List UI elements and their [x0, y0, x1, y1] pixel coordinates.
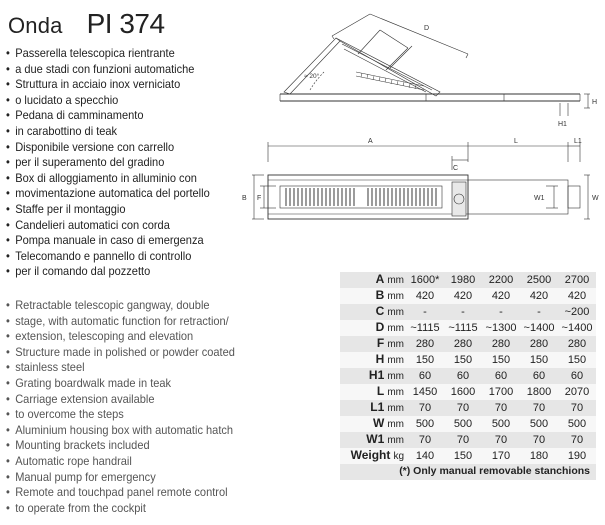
- spec-unit: mm: [387, 435, 404, 446]
- table-row: [340, 384, 596, 400]
- spec-value: 70: [520, 432, 558, 448]
- feature-item: • Automatic rope handrail: [6, 454, 254, 470]
- feature-item: • extension, telescoping and elevation: [6, 329, 254, 345]
- spec-unit: mm: [387, 339, 404, 350]
- feature-item: • Manual pump for emergency: [6, 470, 254, 486]
- feature-item: • a due stadi con funzioni automatiche: [6, 62, 245, 78]
- spec-value: 70: [558, 400, 596, 416]
- spec-value: 150: [444, 448, 482, 464]
- spec-value: 150: [444, 352, 482, 368]
- spec-value: 500: [558, 416, 596, 432]
- spec-value: 70: [558, 432, 596, 448]
- spec-label: H: [375, 352, 385, 366]
- table-row: [340, 352, 596, 368]
- dim-w1-label: W1: [534, 195, 545, 202]
- spec-value: 1600*: [406, 272, 444, 288]
- feature-item: • Telecomando e pannello di controllo: [6, 249, 245, 265]
- spec-value: 140: [406, 448, 444, 464]
- spec-unit: mm: [387, 355, 404, 366]
- feature-item: • to overcome the steps: [6, 407, 254, 423]
- table-row: [340, 400, 596, 416]
- feature-item: • Staffe per il montaggio: [6, 202, 245, 218]
- spec-value: 280: [558, 336, 596, 352]
- spec-value: 150: [482, 352, 520, 368]
- plan-view: [252, 142, 590, 219]
- spec-value: 280: [406, 336, 444, 352]
- spec-label: W1: [366, 432, 385, 446]
- product-title: [8, 8, 165, 38]
- spec-unit: kg: [393, 451, 404, 462]
- spec-value: 1800: [520, 384, 558, 400]
- spec-unit: mm: [387, 323, 404, 334]
- spec-value: 500: [482, 416, 520, 432]
- spec-value: 70: [444, 432, 482, 448]
- dim-l1-label: L1: [574, 138, 582, 145]
- table-row: [340, 272, 596, 288]
- model-name: PI 374: [86, 8, 165, 39]
- table-row: [340, 368, 596, 384]
- side-view: [280, 14, 590, 116]
- spec-value: 150: [520, 352, 558, 368]
- spec-label: A: [375, 272, 385, 286]
- spec-value: 1700: [482, 384, 520, 400]
- table-row: [340, 464, 596, 480]
- spec-value: 2700: [558, 272, 596, 288]
- spec-value: 60: [444, 368, 482, 384]
- dim-d-label: D: [424, 25, 430, 32]
- spec-value: 500: [406, 416, 444, 432]
- spec-value: ~1400: [520, 320, 558, 336]
- dim-b-label: B: [242, 195, 247, 202]
- dim-a-label: A: [368, 138, 373, 145]
- feature-item: • Pedana di camminamento: [6, 108, 245, 124]
- spec-value: 420: [520, 288, 558, 304]
- spec-unit: mm: [387, 291, 404, 302]
- table-row: [340, 336, 596, 352]
- spec-value: 70: [406, 432, 444, 448]
- spec-unit: mm: [387, 275, 404, 286]
- feature-item: • stage, with automatic function for retraction/: [6, 314, 254, 330]
- dim-w-label: W: [592, 195, 599, 202]
- technical-drawing: [240, 10, 605, 240]
- table-row: [340, 320, 596, 336]
- spec-label: H1: [368, 368, 385, 382]
- feature-item: • per il superamento del gradino: [6, 155, 245, 171]
- spec-value: -: [444, 304, 482, 320]
- spec-value: 170: [482, 448, 520, 464]
- spec-value: 70: [444, 400, 482, 416]
- feature-item: • Disponibile versione con carrello: [6, 140, 245, 156]
- spec-value: -: [406, 304, 444, 320]
- feature-item: • Passerella telescopica rientrante: [6, 46, 245, 62]
- feature-item: • Box di alloggiamento in alluminio con: [6, 171, 245, 187]
- spec-value: -: [482, 304, 520, 320]
- dim-l-label: L: [514, 138, 518, 145]
- spec-value: 2500: [520, 272, 558, 288]
- spec-value: 60: [520, 368, 558, 384]
- feature-item: • Mounting brackets included: [6, 438, 254, 454]
- spec-label: W: [372, 416, 385, 430]
- spec-value: ~200: [558, 304, 596, 320]
- spec-value: ~1115: [406, 320, 444, 336]
- spec-value: 420: [444, 288, 482, 304]
- spec-value: 280: [444, 336, 482, 352]
- spec-value: 500: [520, 416, 558, 432]
- spec-value: ~1300: [482, 320, 520, 336]
- spec-value: 280: [520, 336, 558, 352]
- spec-label: B: [375, 288, 385, 302]
- spec-value: 70: [482, 432, 520, 448]
- spec-label: L: [376, 384, 385, 398]
- spec-label: Weight: [350, 448, 391, 462]
- feature-item: • Remote and touchpad panel remote control: [6, 485, 254, 501]
- spec-value: 420: [406, 288, 444, 304]
- spec-value: 2070: [558, 384, 596, 400]
- specifications-table: [340, 272, 596, 480]
- spec-value: 1600: [444, 384, 482, 400]
- spec-value: 70: [520, 400, 558, 416]
- spec-label: D: [375, 320, 385, 334]
- spec-value: 1450: [406, 384, 444, 400]
- dim-c-label: C: [453, 165, 459, 172]
- feature-item: • Retractable telescopic gangway, double: [6, 298, 254, 314]
- table-row: [340, 432, 596, 448]
- feature-item: • Carriage extension available: [6, 392, 254, 408]
- spec-value: 70: [482, 400, 520, 416]
- feature-item: • stainless steel: [6, 360, 254, 376]
- dim-f-label: F: [257, 195, 262, 202]
- feature-item: • Aluminium housing box with automatic hatch: [6, 423, 254, 439]
- feature-item: • o lucidato a specchio: [6, 93, 245, 109]
- feature-item: • Struttura in acciaio inox verniciato: [6, 77, 245, 93]
- spec-value: ~1400: [558, 320, 596, 336]
- spec-value: 70: [406, 400, 444, 416]
- spec-value: 60: [406, 368, 444, 384]
- spec-value: 60: [558, 368, 596, 384]
- spec-value: 180: [520, 448, 558, 464]
- table-row: [340, 416, 596, 432]
- spec-label: L1: [370, 400, 385, 414]
- spec-value: -: [520, 304, 558, 320]
- table-row: [340, 448, 596, 464]
- feature-item: • Structure made in polished or powder coated: [6, 345, 254, 361]
- spec-unit: mm: [387, 419, 404, 430]
- spec-unit: mm: [387, 307, 404, 318]
- feature-item: • Pompa manuale in caso di emergenza: [6, 233, 245, 249]
- spec-label: F: [376, 336, 385, 350]
- feature-item: • in carabottino di teak: [6, 124, 245, 140]
- brand-name: Onda: [8, 13, 63, 38]
- feature-item: • movimentazione automatica del portello: [6, 186, 245, 202]
- spec-value: 420: [482, 288, 520, 304]
- spec-value: ~1115: [444, 320, 482, 336]
- spec-value: 420: [558, 288, 596, 304]
- spec-unit: mm: [387, 371, 404, 382]
- spec-label: C: [375, 304, 385, 318]
- feature-list-english: [6, 298, 276, 516]
- feature-item: • Candelieri automatici con corda: [6, 218, 245, 234]
- feature-item: • to operate from the cockpit: [6, 501, 254, 517]
- spec-value: 60: [482, 368, 520, 384]
- spec-unit: mm: [387, 387, 404, 398]
- spec-value: 1980: [444, 272, 482, 288]
- dim-h-label: H: [592, 99, 598, 106]
- spec-value: 190: [558, 448, 596, 464]
- spec-value: 500: [444, 416, 482, 432]
- feature-item: • Grating boardwalk made in teak: [6, 376, 254, 392]
- feature-item: • per il comando dal pozzetto: [6, 264, 245, 280]
- feature-list-italian: [6, 46, 266, 280]
- spec-value: 150: [558, 352, 596, 368]
- spec-unit: mm: [387, 403, 404, 414]
- dim-h1-label: H1: [558, 121, 567, 128]
- table-row: [340, 304, 596, 320]
- spec-value: 280: [482, 336, 520, 352]
- spec-value: 2200: [482, 272, 520, 288]
- table-row: [340, 288, 596, 304]
- spec-value: 150: [406, 352, 444, 368]
- spec-note: (*) Only manual removable stanchions: [340, 464, 596, 480]
- angle-label: ≈ 20°: [304, 73, 320, 80]
